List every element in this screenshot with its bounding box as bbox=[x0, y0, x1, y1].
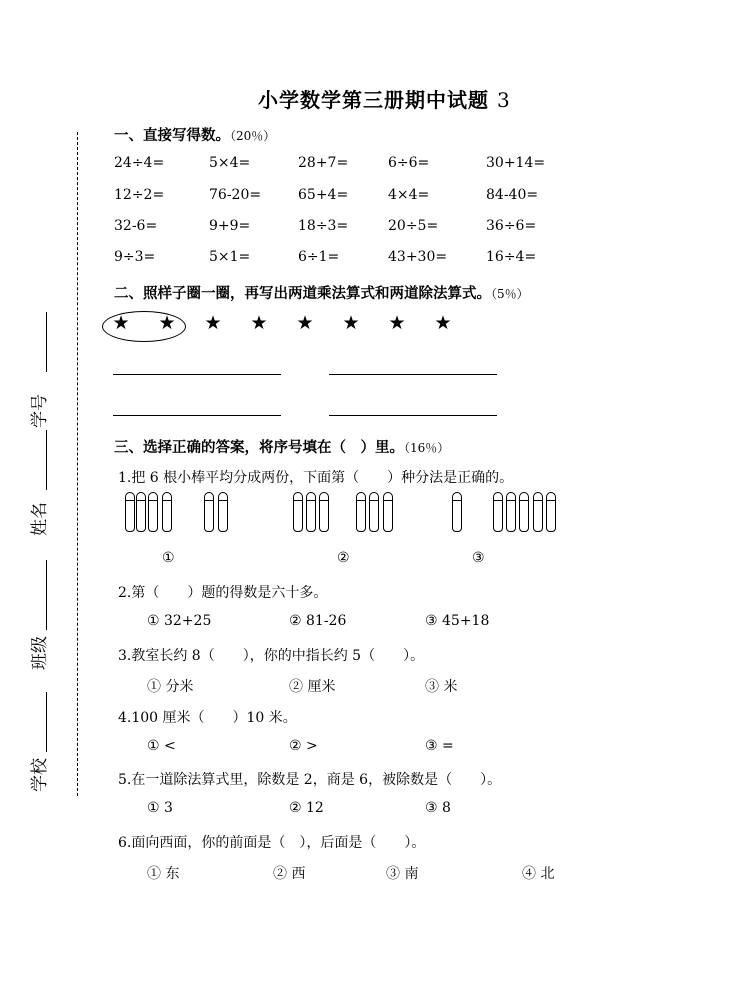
side-label-school: 学校 bbox=[30, 758, 50, 792]
star-icon: ★ bbox=[158, 312, 176, 334]
side-label-class: 班级 bbox=[30, 636, 50, 670]
q2-option-3[interactable]: ③ 45+18 bbox=[425, 613, 490, 629]
stick-icon bbox=[293, 492, 303, 532]
section3-heading-text: 三、选择正确的答案，将序号填在（ ）里。 bbox=[114, 439, 404, 456]
question-3: 3.教室长约 8（ ），你的中指长约 5（ ）。 bbox=[118, 648, 425, 664]
question-2: 2.第（ ）题的得数是六十多。 bbox=[118, 585, 328, 601]
stick-icon bbox=[383, 492, 393, 532]
stick-icon bbox=[533, 492, 543, 532]
stick-icon bbox=[125, 492, 135, 532]
q6-option-2[interactable]: ② 西 bbox=[273, 866, 306, 882]
star-icon: ★ bbox=[204, 312, 222, 334]
section1-heading-text: 一、直接写得数。 bbox=[114, 127, 230, 144]
calc-item: 9÷3= bbox=[114, 249, 156, 265]
q5-option-1[interactable]: ① 3 bbox=[147, 800, 173, 816]
stick-icon bbox=[452, 492, 462, 532]
title-text: 小学数学第三册期中试题 bbox=[258, 88, 489, 112]
stick-icon bbox=[506, 492, 516, 532]
section2-score: （5％） bbox=[491, 287, 529, 301]
calc-item: 84-40= bbox=[486, 187, 539, 203]
q2-option-2[interactable]: ② 81-26 bbox=[289, 613, 347, 629]
stick-icon bbox=[204, 492, 214, 532]
side-label-name: 姓名 bbox=[30, 502, 50, 536]
calc-item: 30+14= bbox=[486, 155, 546, 171]
q4-option-3[interactable]: ③ = bbox=[425, 738, 454, 754]
q5-option-3[interactable]: ③ 8 bbox=[425, 800, 451, 816]
calc-item: 32-6= bbox=[114, 218, 158, 234]
question-6: 6.面向西面，你的前面是（ ），后面是（ ）。 bbox=[118, 835, 426, 851]
q1-option-2[interactable]: ② bbox=[337, 550, 350, 566]
stick-icon bbox=[136, 492, 146, 532]
calc-item: 12÷2= bbox=[114, 187, 165, 203]
question-1: 1.把 6 根小棒平均分成两份，下面第（ ）种分法是正确的。 bbox=[118, 470, 514, 486]
calc-item: 65+4= bbox=[298, 187, 349, 203]
calc-item: 76-20= bbox=[209, 187, 262, 203]
question-5: 5.在一道除法算式里，除数是 2，商是 6，被除数是（ ）。 bbox=[118, 772, 502, 788]
calc-item: 16÷4= bbox=[486, 249, 537, 265]
q5-option-2[interactable]: ② 12 bbox=[289, 800, 324, 816]
q6-option-1[interactable]: ① 东 bbox=[147, 866, 180, 882]
q1-option-3[interactable]: ③ bbox=[472, 550, 485, 566]
calc-item: 6÷6= bbox=[388, 155, 430, 171]
stick-icon bbox=[546, 492, 556, 532]
calc-item: 28+7= bbox=[298, 155, 349, 171]
q1-option-1[interactable]: ① bbox=[162, 550, 175, 566]
title-number: 3 bbox=[496, 88, 511, 112]
q6-option-4[interactable]: ④ 北 bbox=[522, 866, 555, 882]
calc-item: 5×4= bbox=[209, 155, 251, 171]
calc-item: 5×1= bbox=[209, 249, 251, 265]
q4-option-2[interactable]: ② > bbox=[289, 738, 318, 754]
star-icon: ★ bbox=[250, 312, 268, 334]
question-4: 4.100 厘米（ ）10 米。 bbox=[118, 710, 297, 726]
q3-option-2[interactable]: ② 厘米 bbox=[289, 679, 336, 695]
q3-option-3[interactable]: ③ 米 bbox=[425, 679, 458, 695]
section3-score: （16％） bbox=[404, 441, 450, 455]
q6-option-3[interactable]: ③ 南 bbox=[386, 866, 419, 882]
q2-option-1[interactable]: ① 32+25 bbox=[147, 613, 212, 629]
calc-item: 24÷4= bbox=[114, 155, 165, 171]
star-icon: ★ bbox=[434, 312, 452, 334]
calc-item: 6÷1= bbox=[298, 249, 340, 265]
section2-heading-text: 二、照样子圈一圈，再写出两道乘法算式和两道除法算式。 bbox=[114, 285, 491, 302]
stick-icon bbox=[162, 492, 172, 532]
star-icon: ★ bbox=[342, 312, 360, 334]
calc-item: 9+9= bbox=[209, 218, 251, 234]
star-icon: ★ bbox=[296, 312, 314, 334]
stick-icon bbox=[306, 492, 316, 532]
calc-item: 4×4= bbox=[388, 187, 430, 203]
stick-icon bbox=[493, 492, 503, 532]
calc-item: 20÷5= bbox=[388, 218, 439, 234]
side-label-student-id: 学号 bbox=[30, 394, 50, 428]
q4-option-1[interactable]: ① < bbox=[147, 738, 176, 754]
stick-icon bbox=[148, 492, 158, 532]
calc-item: 36÷6= bbox=[486, 218, 537, 234]
stick-icon bbox=[519, 492, 529, 532]
stick-icon bbox=[218, 492, 228, 532]
stick-icon bbox=[369, 492, 379, 532]
stick-icon bbox=[319, 492, 329, 532]
calc-item: 43+30= bbox=[388, 249, 448, 265]
q3-option-1[interactable]: ① 分米 bbox=[147, 679, 194, 695]
star-icon: ★ bbox=[388, 312, 406, 334]
stick-icon bbox=[356, 492, 366, 532]
star-icon: ★ bbox=[112, 312, 130, 334]
section1-score: （20％） bbox=[230, 129, 276, 143]
calc-item: 18÷3= bbox=[298, 218, 349, 234]
